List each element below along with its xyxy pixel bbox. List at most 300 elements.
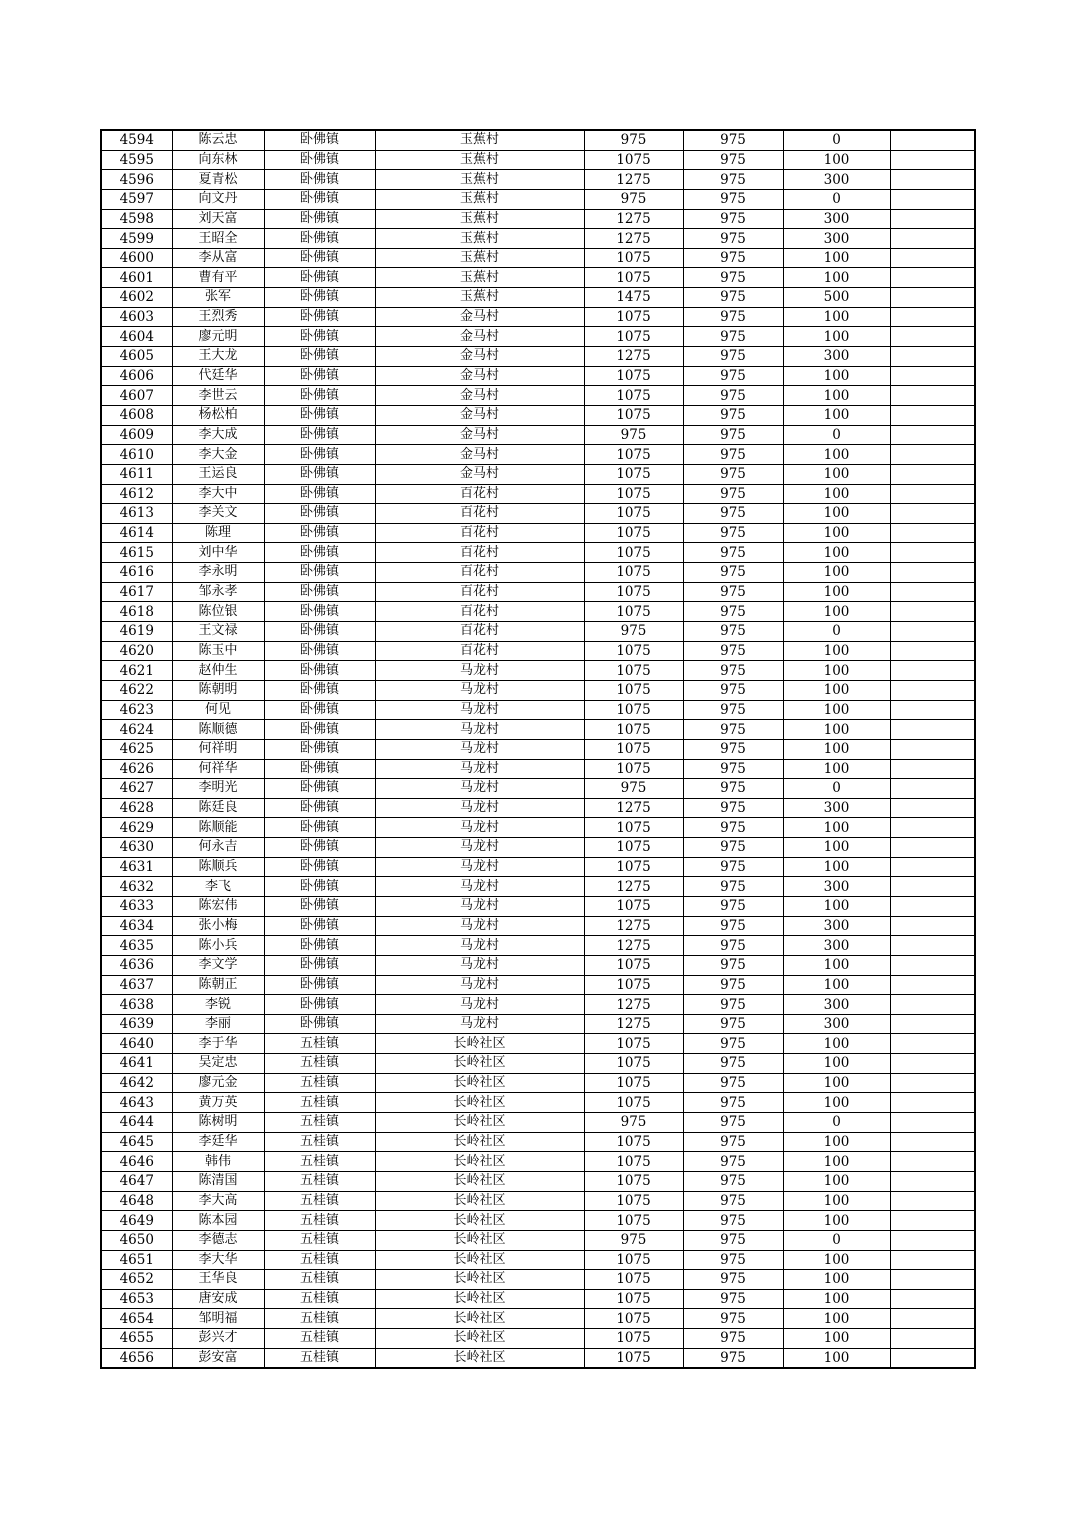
table-row <box>101 1054 975 1074</box>
table-row <box>101 995 975 1015</box>
cell-town: 五桂镇 <box>264 1230 375 1250</box>
cell-amount-a: 1075 <box>584 1093 683 1113</box>
cell-amount-b: 975 <box>683 1152 783 1172</box>
cell-town: 卧佛镇 <box>264 288 375 308</box>
cell-amount-b: 975 <box>683 563 783 583</box>
cell-town: 卧佛镇 <box>264 445 375 465</box>
cell-remark <box>890 248 975 268</box>
cell-difference: 300 <box>783 995 890 1015</box>
cell-amount-a: 1075 <box>584 1132 683 1152</box>
table-row <box>101 170 975 190</box>
cell-name: 廖元金 <box>172 1073 264 1093</box>
table-row <box>101 661 975 681</box>
cell-name: 邹永孝 <box>172 582 264 602</box>
cell-remark <box>890 779 975 799</box>
cell-town: 卧佛镇 <box>264 877 375 897</box>
cell-amount-a: 1075 <box>584 720 683 740</box>
cell-row-number: 4608 <box>101 405 172 425</box>
cell-amount-a: 1075 <box>584 1250 683 1270</box>
cell-village: 长岭社区 <box>375 1132 584 1152</box>
cell-town: 卧佛镇 <box>264 916 375 936</box>
cell-village: 马龙村 <box>375 779 584 799</box>
cell-amount-b: 975 <box>683 838 783 858</box>
cell-name: 夏青松 <box>172 170 264 190</box>
cell-village: 金马村 <box>375 327 584 347</box>
cell-remark <box>890 1132 975 1152</box>
table-row <box>101 405 975 425</box>
cell-amount-a: 1475 <box>584 288 683 308</box>
cell-amount-b: 975 <box>683 425 783 445</box>
cell-row-number: 4603 <box>101 307 172 327</box>
cell-row-number: 4628 <box>101 798 172 818</box>
table-row <box>101 523 975 543</box>
cell-amount-a: 975 <box>584 622 683 642</box>
cell-remark <box>890 327 975 347</box>
cell-town: 卧佛镇 <box>264 209 375 229</box>
table-row <box>101 425 975 445</box>
cell-name: 李锐 <box>172 995 264 1015</box>
cell-name: 吴定忠 <box>172 1054 264 1074</box>
table-row <box>101 1073 975 1093</box>
cell-difference: 100 <box>783 150 890 170</box>
table-row <box>101 504 975 524</box>
table-row <box>101 445 975 465</box>
cell-amount-b: 975 <box>683 641 783 661</box>
cell-amount-a: 1075 <box>584 1054 683 1074</box>
cell-difference: 300 <box>783 1014 890 1034</box>
cell-village: 马龙村 <box>375 661 584 681</box>
cell-town: 卧佛镇 <box>264 464 375 484</box>
cell-amount-b: 975 <box>683 1329 783 1349</box>
cell-remark <box>890 680 975 700</box>
cell-name: 王大龙 <box>172 347 264 367</box>
cell-amount-a: 1075 <box>584 484 683 504</box>
cell-remark <box>890 1230 975 1250</box>
cell-amount-b: 975 <box>683 936 783 956</box>
cell-village: 长岭社区 <box>375 1348 584 1368</box>
cell-difference: 100 <box>783 602 890 622</box>
table-row <box>101 975 975 995</box>
cell-remark <box>890 1171 975 1191</box>
cell-amount-b: 975 <box>683 1113 783 1133</box>
table-row <box>101 798 975 818</box>
cell-village: 长岭社区 <box>375 1113 584 1133</box>
table-row <box>101 1309 975 1329</box>
table-row <box>101 1132 975 1152</box>
cell-amount-b: 975 <box>683 268 783 288</box>
cell-town: 卧佛镇 <box>264 720 375 740</box>
table-row <box>101 779 975 799</box>
cell-row-number: 4624 <box>101 720 172 740</box>
cell-remark <box>890 1054 975 1074</box>
cell-village: 百花村 <box>375 622 584 642</box>
cell-town: 卧佛镇 <box>264 248 375 268</box>
cell-town: 卧佛镇 <box>264 327 375 347</box>
cell-amount-b: 975 <box>683 130 783 150</box>
cell-row-number: 4595 <box>101 150 172 170</box>
cell-amount-a: 1275 <box>584 916 683 936</box>
cell-town: 卧佛镇 <box>264 661 375 681</box>
cell-difference: 100 <box>783 582 890 602</box>
cell-remark <box>890 975 975 995</box>
cell-amount-a: 1075 <box>584 464 683 484</box>
cell-remark <box>890 877 975 897</box>
cell-name: 何祥明 <box>172 739 264 759</box>
cell-difference: 100 <box>783 838 890 858</box>
cell-row-number: 4626 <box>101 759 172 779</box>
cell-amount-a: 1075 <box>584 1034 683 1054</box>
cell-town: 五桂镇 <box>264 1289 375 1309</box>
cell-town: 卧佛镇 <box>264 818 375 838</box>
cell-difference: 100 <box>783 700 890 720</box>
cell-row-number: 4598 <box>101 209 172 229</box>
cell-town: 卧佛镇 <box>264 563 375 583</box>
cell-row-number: 4625 <box>101 739 172 759</box>
cell-town: 卧佛镇 <box>264 405 375 425</box>
cell-amount-b: 975 <box>683 661 783 681</box>
cell-village: 长岭社区 <box>375 1289 584 1309</box>
table-row <box>101 602 975 622</box>
cell-remark <box>890 818 975 838</box>
cell-amount-a: 1075 <box>584 1309 683 1329</box>
cell-amount-b: 975 <box>683 464 783 484</box>
cell-remark <box>890 720 975 740</box>
cell-name: 李永明 <box>172 563 264 583</box>
table-row <box>101 1014 975 1034</box>
cell-village: 长岭社区 <box>375 1191 584 1211</box>
cell-amount-a: 1075 <box>584 661 683 681</box>
cell-row-number: 4600 <box>101 248 172 268</box>
cell-town: 卧佛镇 <box>264 366 375 386</box>
cell-remark <box>890 838 975 858</box>
cell-town: 五桂镇 <box>264 1329 375 1349</box>
cell-name: 张小梅 <box>172 916 264 936</box>
cell-village: 玉蕉村 <box>375 150 584 170</box>
cell-name: 刘中华 <box>172 543 264 563</box>
cell-village: 马龙村 <box>375 700 584 720</box>
cell-town: 五桂镇 <box>264 1152 375 1172</box>
cell-amount-b: 975 <box>683 405 783 425</box>
cell-name: 彭安富 <box>172 1348 264 1368</box>
cell-name: 李飞 <box>172 877 264 897</box>
cell-amount-a: 1075 <box>584 1152 683 1172</box>
cell-amount-a: 1275 <box>584 229 683 249</box>
cell-row-number: 4635 <box>101 936 172 956</box>
cell-village: 长岭社区 <box>375 1034 584 1054</box>
cell-row-number: 4644 <box>101 1113 172 1133</box>
cell-name: 李从富 <box>172 248 264 268</box>
cell-amount-a: 1075 <box>584 896 683 916</box>
cell-difference: 100 <box>783 1250 890 1270</box>
table-row <box>101 1329 975 1349</box>
cell-difference: 0 <box>783 622 890 642</box>
cell-name: 陈朝明 <box>172 680 264 700</box>
cell-amount-b: 975 <box>683 1230 783 1250</box>
cell-town: 卧佛镇 <box>264 150 375 170</box>
cell-row-number: 4633 <box>101 896 172 916</box>
cell-amount-a: 1275 <box>584 995 683 1015</box>
cell-town: 卧佛镇 <box>264 680 375 700</box>
cell-name: 李丽 <box>172 1014 264 1034</box>
cell-village: 玉蕉村 <box>375 248 584 268</box>
cell-village: 百花村 <box>375 523 584 543</box>
cell-remark <box>890 170 975 190</box>
cell-remark <box>890 896 975 916</box>
cell-name: 李德志 <box>172 1230 264 1250</box>
cell-village: 长岭社区 <box>375 1093 584 1113</box>
cell-name: 李于华 <box>172 1034 264 1054</box>
cell-remark <box>890 1191 975 1211</box>
cell-name: 陈位银 <box>172 602 264 622</box>
cell-town: 卧佛镇 <box>264 504 375 524</box>
cell-name: 李世云 <box>172 386 264 406</box>
cell-amount-b: 975 <box>683 1289 783 1309</box>
cell-amount-b: 975 <box>683 759 783 779</box>
cell-amount-b: 975 <box>683 366 783 386</box>
cell-amount-b: 975 <box>683 1034 783 1054</box>
cell-amount-a: 975 <box>584 130 683 150</box>
cell-row-number: 4604 <box>101 327 172 347</box>
table-row <box>101 622 975 642</box>
cell-amount-b: 975 <box>683 1211 783 1231</box>
cell-amount-b: 975 <box>683 1348 783 1368</box>
cell-difference: 100 <box>783 739 890 759</box>
cell-remark <box>890 445 975 465</box>
table-row <box>101 582 975 602</box>
table-row <box>101 700 975 720</box>
cell-difference: 100 <box>783 1034 890 1054</box>
cell-difference: 0 <box>783 130 890 150</box>
cell-remark <box>890 1073 975 1093</box>
cell-amount-b: 975 <box>683 622 783 642</box>
cell-remark <box>890 130 975 150</box>
cell-town: 卧佛镇 <box>264 857 375 877</box>
cell-village: 玉蕉村 <box>375 170 584 190</box>
cell-amount-a: 975 <box>584 189 683 209</box>
cell-amount-a: 1275 <box>584 1014 683 1034</box>
cell-town: 卧佛镇 <box>264 1014 375 1034</box>
cell-amount-a: 1275 <box>584 936 683 956</box>
cell-row-number: 4651 <box>101 1250 172 1270</box>
cell-row-number: 4656 <box>101 1348 172 1368</box>
cell-amount-b: 975 <box>683 680 783 700</box>
cell-amount-b: 975 <box>683 1270 783 1290</box>
cell-row-number: 4602 <box>101 288 172 308</box>
cell-row-number: 4617 <box>101 582 172 602</box>
table-row <box>101 288 975 308</box>
cell-difference: 300 <box>783 798 890 818</box>
cell-amount-b: 975 <box>683 523 783 543</box>
cell-town: 五桂镇 <box>264 1348 375 1368</box>
cell-row-number: 4607 <box>101 386 172 406</box>
table-row <box>101 563 975 583</box>
cell-name: 陈树明 <box>172 1113 264 1133</box>
cell-name: 王昭全 <box>172 229 264 249</box>
cell-remark <box>890 936 975 956</box>
cell-name: 向文丹 <box>172 189 264 209</box>
cell-difference: 100 <box>783 543 890 563</box>
cell-amount-a: 975 <box>584 1230 683 1250</box>
cell-name: 杨松柏 <box>172 405 264 425</box>
cell-amount-b: 975 <box>683 1093 783 1113</box>
cell-remark <box>890 1250 975 1270</box>
cell-difference: 300 <box>783 916 890 936</box>
cell-difference: 100 <box>783 405 890 425</box>
cell-village: 马龙村 <box>375 680 584 700</box>
cell-remark <box>890 543 975 563</box>
cell-village: 长岭社区 <box>375 1270 584 1290</box>
table-row <box>101 680 975 700</box>
cell-name: 王华良 <box>172 1270 264 1290</box>
cell-name: 陈宏伟 <box>172 896 264 916</box>
cell-row-number: 4654 <box>101 1309 172 1329</box>
cell-village: 金马村 <box>375 347 584 367</box>
cell-difference: 300 <box>783 229 890 249</box>
cell-amount-b: 975 <box>683 1309 783 1329</box>
cell-amount-a: 1075 <box>584 838 683 858</box>
cell-remark <box>890 1093 975 1113</box>
cell-amount-a: 1075 <box>584 1270 683 1290</box>
cell-town: 卧佛镇 <box>264 622 375 642</box>
cell-town: 五桂镇 <box>264 1132 375 1152</box>
table-row <box>101 1113 975 1133</box>
cell-remark <box>890 464 975 484</box>
cell-amount-a: 1075 <box>584 818 683 838</box>
cell-remark <box>890 563 975 583</box>
cell-amount-b: 975 <box>683 818 783 838</box>
cell-village: 马龙村 <box>375 995 584 1015</box>
data-table <box>100 129 976 1369</box>
cell-remark <box>890 1329 975 1349</box>
cell-difference: 100 <box>783 1073 890 1093</box>
cell-amount-a: 1075 <box>584 445 683 465</box>
cell-remark <box>890 229 975 249</box>
cell-name: 李廷华 <box>172 1132 264 1152</box>
cell-amount-b: 975 <box>683 857 783 877</box>
cell-amount-b: 975 <box>683 995 783 1015</box>
cell-name: 王文禄 <box>172 622 264 642</box>
cell-amount-b: 975 <box>683 916 783 936</box>
cell-amount-b: 975 <box>683 1171 783 1191</box>
cell-row-number: 4631 <box>101 857 172 877</box>
cell-difference: 100 <box>783 327 890 347</box>
table-row <box>101 229 975 249</box>
cell-row-number: 4620 <box>101 641 172 661</box>
cell-name: 唐安成 <box>172 1289 264 1309</box>
cell-amount-a: 1275 <box>584 877 683 897</box>
cell-row-number: 4632 <box>101 877 172 897</box>
cell-name: 彭兴才 <box>172 1329 264 1349</box>
cell-remark <box>890 1270 975 1290</box>
cell-village: 马龙村 <box>375 818 584 838</box>
cell-difference: 100 <box>783 484 890 504</box>
cell-amount-b: 975 <box>683 720 783 740</box>
cell-amount-b: 975 <box>683 248 783 268</box>
cell-amount-a: 1075 <box>584 641 683 661</box>
cell-amount-a: 1075 <box>584 1329 683 1349</box>
cell-difference: 300 <box>783 170 890 190</box>
cell-amount-b: 975 <box>683 1073 783 1093</box>
cell-amount-b: 975 <box>683 1014 783 1034</box>
cell-town: 卧佛镇 <box>264 838 375 858</box>
cell-amount-b: 975 <box>683 1250 783 1270</box>
cell-row-number: 4638 <box>101 995 172 1015</box>
cell-town: 五桂镇 <box>264 1034 375 1054</box>
cell-village: 玉蕉村 <box>375 229 584 249</box>
table-row <box>101 1211 975 1231</box>
cell-amount-a: 1075 <box>584 327 683 347</box>
cell-amount-a: 1075 <box>584 1191 683 1211</box>
cell-town: 卧佛镇 <box>264 798 375 818</box>
table-row <box>101 464 975 484</box>
cell-name: 李大高 <box>172 1191 264 1211</box>
cell-amount-b: 975 <box>683 484 783 504</box>
cell-row-number: 4645 <box>101 1132 172 1152</box>
cell-town: 五桂镇 <box>264 1073 375 1093</box>
cell-name: 何永吉 <box>172 838 264 858</box>
cell-amount-b: 975 <box>683 975 783 995</box>
cell-amount-a: 975 <box>584 779 683 799</box>
cell-amount-b: 975 <box>683 779 783 799</box>
cell-difference: 100 <box>783 1270 890 1290</box>
cell-amount-a: 1075 <box>584 700 683 720</box>
cell-amount-a: 1075 <box>584 1348 683 1368</box>
cell-remark <box>890 1014 975 1034</box>
cell-remark <box>890 189 975 209</box>
cell-town: 卧佛镇 <box>264 484 375 504</box>
cell-difference: 100 <box>783 1329 890 1349</box>
cell-difference: 100 <box>783 563 890 583</box>
cell-row-number: 4629 <box>101 818 172 838</box>
cell-row-number: 4611 <box>101 464 172 484</box>
cell-row-number: 4646 <box>101 1152 172 1172</box>
cell-difference: 100 <box>783 641 890 661</box>
cell-difference: 100 <box>783 896 890 916</box>
table-row <box>101 877 975 897</box>
cell-row-number: 4613 <box>101 504 172 524</box>
cell-town: 卧佛镇 <box>264 307 375 327</box>
cell-village: 玉蕉村 <box>375 288 584 308</box>
cell-row-number: 4616 <box>101 563 172 583</box>
cell-amount-a: 1075 <box>584 543 683 563</box>
table-row <box>101 1034 975 1054</box>
cell-town: 卧佛镇 <box>264 523 375 543</box>
table-row <box>101 327 975 347</box>
cell-name: 陈云忠 <box>172 130 264 150</box>
cell-row-number: 4621 <box>101 661 172 681</box>
cell-amount-a: 1075 <box>584 307 683 327</box>
cell-remark <box>890 405 975 425</box>
cell-row-number: 4610 <box>101 445 172 465</box>
cell-village: 马龙村 <box>375 1014 584 1034</box>
cell-name: 李文学 <box>172 955 264 975</box>
table-row <box>101 484 975 504</box>
table-row <box>101 209 975 229</box>
table-row <box>101 366 975 386</box>
cell-village: 马龙村 <box>375 955 584 975</box>
cell-village: 马龙村 <box>375 936 584 956</box>
cell-town: 五桂镇 <box>264 1171 375 1191</box>
cell-village: 马龙村 <box>375 857 584 877</box>
cell-difference: 100 <box>783 386 890 406</box>
cell-name: 刘天富 <box>172 209 264 229</box>
cell-difference: 100 <box>783 366 890 386</box>
table-row <box>101 1093 975 1113</box>
table-row <box>101 543 975 563</box>
cell-row-number: 4612 <box>101 484 172 504</box>
cell-amount-a: 1075 <box>584 386 683 406</box>
cell-amount-a: 975 <box>584 1113 683 1133</box>
